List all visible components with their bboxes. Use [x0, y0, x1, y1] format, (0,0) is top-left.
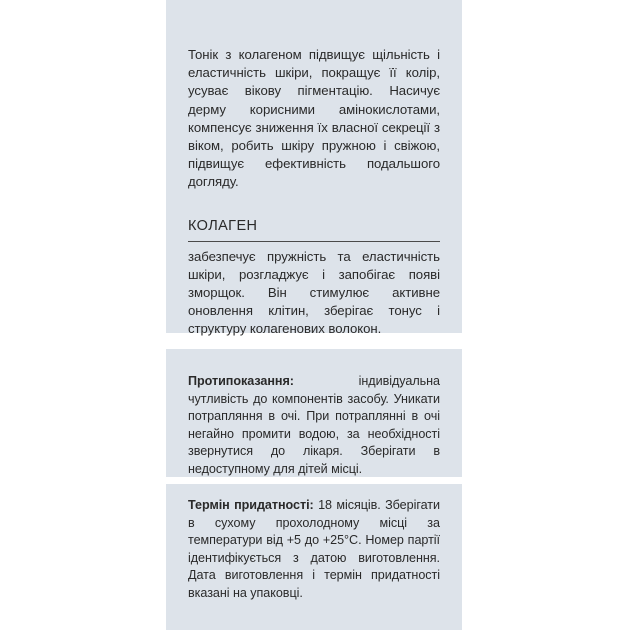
contraindications-panel — [166, 349, 462, 477]
shelf-life-panel — [166, 484, 462, 630]
description-panel — [166, 0, 462, 337]
collagen-heading: КОЛАГЕН — [188, 218, 440, 242]
intro-paragraph: Тонік з колагеном підвищує щільність і еластичність шкіри, покращує її колір, усуває вікову пігментацію. Насичує дерму корисними амінокислотами, компенсує зниження їх власної секреції з віком, робить шкіру пружною і свіжою, підвищує ефективність подальшого догляду. — [188, 47, 440, 190]
contraindications-paragraph — [188, 373, 440, 479]
contraindications-text: індивідуальна чутливість до компонентів засобу. Уникати потрапляння в очі. При потраплянні в очі негайно промити водою, за необхідності звернутися до лікаря. Зберігати в недоступному для дітей місці. — [188, 374, 440, 476]
shelf-life-text: 18 місяців. Зберігати в сухому прохолодному місці за температури від +5 до +25°С. Номер партії ідентифікується з датою виготовлення. Дата виготовлення і термін придатності вказані на упаковці. — [188, 498, 440, 600]
collagen-paragraph: забезпечує пружність та еластичність шкіри, розгладжує і запобігає появі зморщок. Він стимулює активне оновлення клітин, зберігає тонус і структуру колагенових волокон. — [188, 248, 440, 337]
contraindications-label: Протипоказання: — [188, 374, 294, 388]
shelf-life-label: Термін придатності: — [188, 498, 314, 512]
shelf-life-paragraph — [188, 497, 440, 603]
